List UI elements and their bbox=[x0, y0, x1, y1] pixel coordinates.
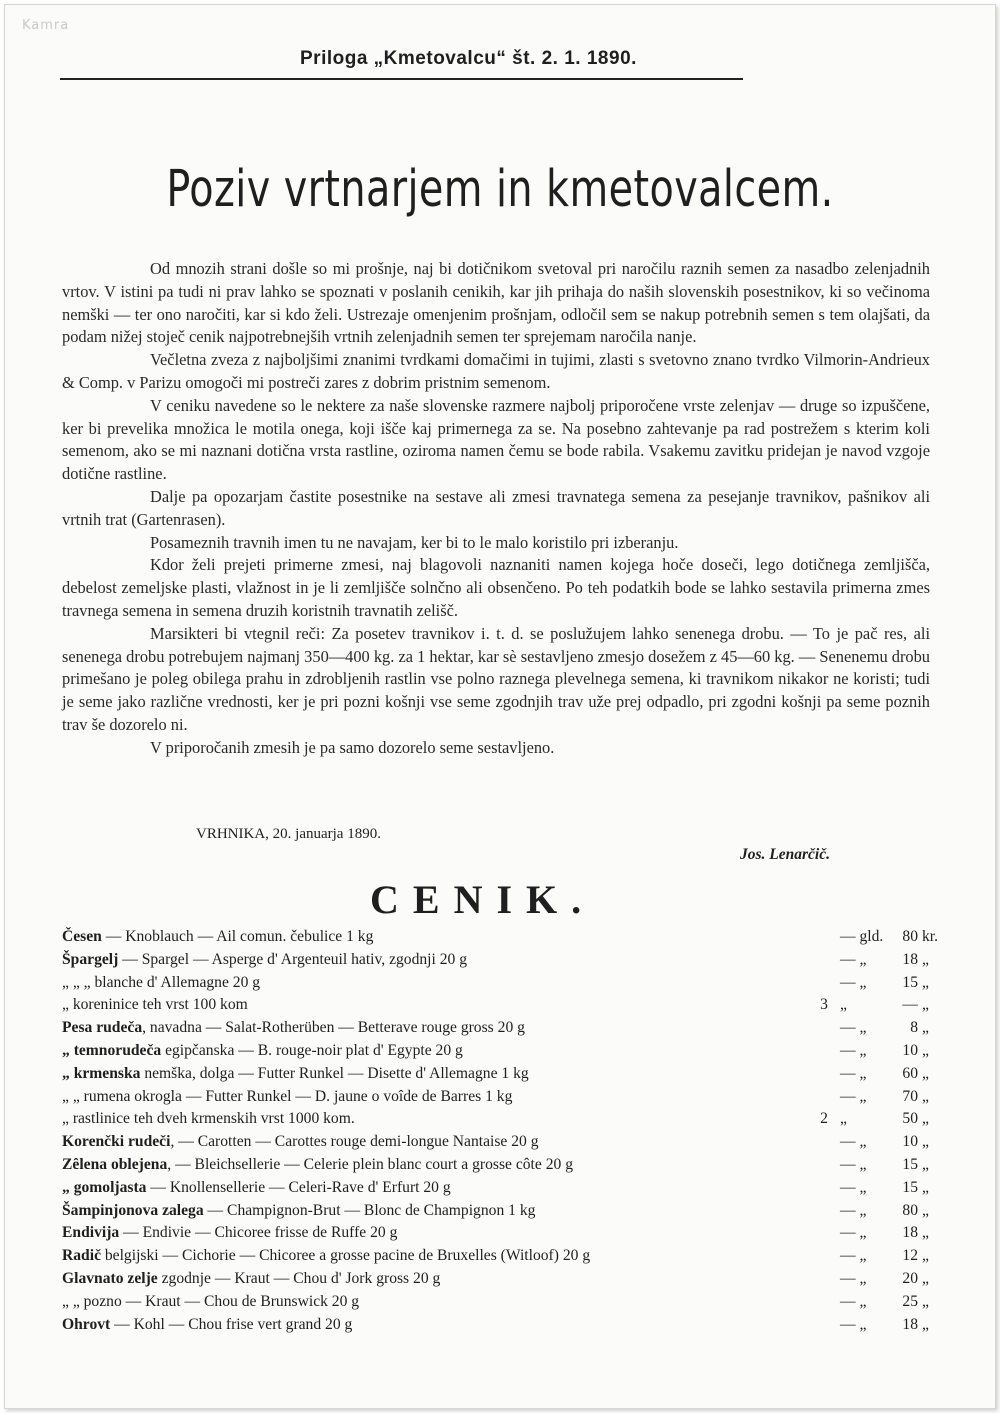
price-item-description: zgodnje — Kraut — Chou d' Jork gross 20 g bbox=[157, 1269, 441, 1287]
price-item-unit: „ bbox=[922, 1292, 929, 1310]
price-item-price: 10 bbox=[902, 1041, 918, 1059]
price-item-bold: Česen bbox=[62, 928, 102, 945]
price-item-price: 18 bbox=[902, 1315, 918, 1333]
price-item-bold: Glavnato zelje bbox=[62, 1269, 158, 1287]
price-item-unit: „ bbox=[922, 996, 929, 1014]
price-item-description: , — Carotten — Carottes rouge demi-longue Nantaise 20 g bbox=[170, 1133, 539, 1151]
price-list-title: CENIK. bbox=[370, 877, 596, 922]
price-item-name bbox=[62, 1131, 539, 1154]
price-row bbox=[62, 994, 932, 1017]
price-item-name bbox=[62, 1268, 440, 1291]
price-item-price: 8 bbox=[910, 1019, 918, 1037]
paragraph: V priporočanih zmesih je pa samo dozorelo seme sestavljeno. bbox=[150, 737, 555, 757]
price-item-price: 80 bbox=[902, 928, 918, 945]
price-item-name bbox=[62, 1086, 512, 1109]
price-item-description: „ „ pozno — Kraut — Chou de Brunswick 20 g bbox=[62, 1292, 360, 1310]
price-item-price: 18 bbox=[902, 950, 918, 968]
price-item-name bbox=[62, 1063, 529, 1086]
price-item-bold: Endivija bbox=[62, 1224, 120, 1242]
price-item-price: 10 bbox=[902, 1133, 918, 1151]
paragraph: Posameznih travnih imen tu ne navajam, ker bi to le malo koristilo pri izberanju. bbox=[150, 532, 679, 552]
price-item-description: „ rastlinice teh dveh krmenskih vrst 1000 kom. bbox=[62, 1110, 355, 1128]
price-item-prefix: — „ bbox=[840, 1155, 867, 1173]
price-item-price: 70 bbox=[902, 1087, 918, 1105]
price-item-name bbox=[62, 994, 248, 1017]
price-row bbox=[62, 1222, 932, 1245]
price-row bbox=[62, 1040, 932, 1063]
price-item-price: 20 bbox=[902, 1269, 918, 1287]
price-item-price: 50 bbox=[902, 1110, 918, 1128]
price-item-unit: „ bbox=[922, 1315, 929, 1333]
price-item-prefix: — „ bbox=[840, 1269, 867, 1287]
price-item-prefix: — „ bbox=[840, 1292, 867, 1310]
price-item-bold: Špargelj bbox=[62, 950, 119, 968]
price-row bbox=[62, 949, 932, 972]
price-row bbox=[62, 1131, 932, 1154]
paragraph: Od mnozih strani došle so mi prošnje, naj bi dotičnikom svetoval pri naročilu raznih semen za nasadbo zelenjadnih vrtov. V istini pa tudi ni prav lahko se spoznati v poslanih cenikih, kar jih prihaja do naših slovenskih posestnikov, ki so večinoma nemški — ter ono naročiti, kar si kdo želi. Ustrezaje omenjenim prošnjam, odločil sem se nakup potrebnih semen s tem olajšati, da podam nižej stoječ cenik najpotrebnejših vrtnih zelenjadnih semen ter sprejemam naročila nanje. bbox=[62, 259, 930, 347]
price-item-description: „ „ rumena okrogla — Futter Runkel — D. jaune o voîde de Barres 1 kg bbox=[62, 1087, 513, 1105]
price-item-bold: Korenčki rudeči bbox=[62, 1133, 171, 1151]
price-item-prefix: — gld. bbox=[840, 928, 884, 945]
price-item-bold: Radič bbox=[62, 1247, 101, 1265]
paragraph: V ceniku navedene so le nektere za naše slovenske razmere najbolj priporočene vrste zelenjav — druge so izpuščene, ker bi prevelika množica le motila onega, koji išče kaj primernega za se. Na posebno zahtevanje pa rad postrežem s kterim koli semenom, ako se mi naznani dotična vrsta rastline, oziroma namen čemu se bode rabila. Vsakemu zavitku pridejan je navod vzgoje dotične rastline. bbox=[62, 395, 930, 484]
price-item-name bbox=[62, 949, 467, 972]
price-row bbox=[62, 972, 932, 995]
price-item-bold: Šampinjonova zalega bbox=[62, 1201, 204, 1219]
price-item-description: — Champignon-Brut — Blonc de Champignon 1 kg bbox=[203, 1201, 536, 1219]
price-item-prefix: — „ bbox=[840, 1178, 867, 1196]
price-item-unit: „ bbox=[922, 1041, 929, 1059]
price-item-prefix: — „ bbox=[840, 1041, 867, 1059]
price-item-name bbox=[62, 1245, 590, 1268]
price-item-qty: 3 bbox=[820, 996, 828, 1014]
price-item-bold: Ohrovt bbox=[62, 1315, 111, 1333]
price-item-prefix: — „ bbox=[840, 1019, 867, 1037]
price-item-name bbox=[62, 1177, 451, 1200]
price-item-price: 15 bbox=[902, 973, 918, 991]
price-item-prefix: — „ bbox=[840, 973, 867, 991]
price-item-name bbox=[62, 1040, 463, 1063]
price-row bbox=[62, 1108, 932, 1131]
price-row bbox=[62, 1017, 932, 1040]
price-item-name bbox=[62, 1154, 573, 1177]
price-item-description: belgijski — Cichorie — Chicoree a grosse pacine de Bruxelles (Witloof) 20 g bbox=[100, 1247, 591, 1265]
price-item-price: — bbox=[902, 996, 918, 1014]
price-item-description: „ „ „ blanche d' Allemagne 20 g bbox=[62, 973, 261, 991]
price-item-price: 15 bbox=[902, 1178, 918, 1196]
price-item-description: , — Bleichsellerie — Celerie plein blanc court a grosse côte 20 g bbox=[167, 1155, 574, 1173]
price-item-unit: „ bbox=[922, 1064, 929, 1082]
price-item-name bbox=[62, 1291, 359, 1314]
price-item-prefix: — „ bbox=[840, 1224, 867, 1242]
price-item-prefix: — „ bbox=[840, 1315, 867, 1333]
price-item-description: — Kohl — Chou frise vert grand 20 g bbox=[110, 1315, 353, 1333]
price-item-unit: „ bbox=[922, 1110, 929, 1128]
price-item-price: 18 bbox=[902, 1224, 918, 1242]
price-item-description: , navadna — Salat-Rotherüben — Betterave rouge gross 20 g bbox=[142, 1019, 525, 1037]
price-item-name bbox=[62, 972, 260, 995]
price-item-description: — Knollensellerie — Celeri-Rave d' Erfurt 20 g bbox=[146, 1178, 451, 1196]
price-item-unit: kr. bbox=[922, 928, 939, 945]
price-item-unit: „ bbox=[922, 1201, 929, 1219]
price-item-description: — Endivie — Chicoree frisse de Ruffe 20 g bbox=[119, 1224, 398, 1242]
price-item-unit: „ bbox=[922, 1155, 929, 1173]
price-item-price: 80 bbox=[902, 1201, 918, 1219]
signature: Jos. Lenarčič. bbox=[740, 846, 830, 863]
price-item-unit: „ bbox=[922, 1269, 929, 1287]
price-item-unit: „ bbox=[922, 1019, 929, 1037]
price-item-prefix: — „ bbox=[840, 1064, 867, 1082]
price-item-description: nemška, dolga — Futter Runkel — Disette d' Allemagne 1 kg bbox=[140, 1064, 529, 1082]
price-row bbox=[62, 1086, 932, 1109]
body-text bbox=[62, 258, 930, 760]
price-item-bold: Zêlena oblejena bbox=[62, 1155, 168, 1173]
price-item-price: 60 bbox=[902, 1064, 918, 1082]
price-item-name bbox=[62, 1314, 352, 1337]
price-item-prefix: „ bbox=[840, 1110, 847, 1128]
price-item-unit: „ bbox=[922, 973, 929, 991]
price-row bbox=[62, 1200, 932, 1223]
price-item-qty: 2 bbox=[820, 1110, 828, 1128]
paragraph: Marsikteri bi vtegnil reči: Za posetev travnikov i. t. d. se poslužujem lahko senenega drobu. — To je pač res, ali senenega drobu potrebujem najmanj 350—400 kg. za 1 hektar, kar sè sestavljeno zmesjo dosežem z 45—60 kg. — Senenemu drobu primešano je poleg obilega prahu in zdrobljenih rastlin vse polno raznega plevelnega semena, ki travnikom nikakor ne koristi; tudi je seme jako različne vrednosti, ker je pri pozni košnji vse seme zgodnjih trav uže prej odpadlo, pri zgodni košnji pa seme poznih trav še dozorelo ni. bbox=[62, 623, 930, 734]
price-item-unit: „ bbox=[922, 1224, 929, 1242]
price-row bbox=[62, 1314, 932, 1337]
paragraph: Dalje pa opozarjam častite posestnike na sestave ali zmesi travnatega semena za pesejanje travnikov, pašnikov ali vrtnih trat (Gartenrasen). bbox=[62, 486, 930, 529]
price-item-description: — Knoblauch — Ail comun. čebulice 1 kg bbox=[101, 928, 374, 945]
place-date: VRHNIKA, 20. januarja 1890. bbox=[196, 826, 381, 842]
page-title: Poziv vrtnarjem in kmetovalcem. bbox=[166, 160, 834, 219]
price-item-prefix: „ bbox=[840, 996, 847, 1014]
paragraph: Večletna zveza z najboljšimi znanimi tvrdkami domačimi in tujimi, zlasti s svetovno znano tvrdko Vilmorin-Andrieux & Comp. v Parizu omogoči mi postreči zares z dobrim pristnim semenom. bbox=[62, 350, 930, 392]
price-item-bold: „ temnorudeča bbox=[62, 1041, 162, 1059]
price-row bbox=[62, 1063, 932, 1086]
header-rule bbox=[60, 78, 743, 80]
price-item-unit: „ bbox=[922, 1247, 929, 1265]
price-row bbox=[62, 926, 939, 949]
paragraph: Kdor želi prejeti primerne zmesi, naj blagovoli naznaniti namen kojega hoče doseči, lego dotičnega zemljišča, debelost zemeljske plasti, vlažnost in je li zemljišče solnčno ali obsenčeno. Po teh podatkih bode se lahko sestavila primerna zmes travnega semena in semena druzih koristnih travnatih zelišč. bbox=[62, 555, 930, 620]
price-item-prefix: — „ bbox=[840, 1087, 867, 1105]
price-item-description: „ koreninice teh vrst 100 kom bbox=[62, 996, 248, 1014]
price-item-unit: „ bbox=[922, 1087, 929, 1105]
price-item-prefix: — „ bbox=[840, 1201, 867, 1219]
watermark: Kamra bbox=[22, 18, 70, 33]
price-row bbox=[62, 1245, 932, 1268]
price-item-price: 25 bbox=[902, 1292, 918, 1310]
price-item-price: 12 bbox=[902, 1247, 918, 1265]
price-item-name bbox=[62, 926, 373, 949]
price-item-name bbox=[62, 1108, 355, 1131]
price-item-name bbox=[62, 1200, 535, 1223]
price-row bbox=[62, 1268, 932, 1291]
price-item-prefix: — „ bbox=[840, 1133, 867, 1151]
price-item-bold: „ krmenska bbox=[62, 1064, 141, 1082]
price-item-bold: „ gomoljasta bbox=[62, 1178, 147, 1196]
price-item-name bbox=[62, 1222, 397, 1245]
price-row bbox=[62, 1154, 932, 1177]
price-item-unit: „ bbox=[922, 950, 929, 968]
price-row bbox=[62, 1177, 932, 1200]
price-item-prefix: — „ bbox=[840, 950, 867, 968]
price-item-unit: „ bbox=[922, 1133, 929, 1151]
price-item-prefix: — „ bbox=[840, 1247, 867, 1265]
price-item-name bbox=[62, 1017, 525, 1040]
price-list bbox=[62, 926, 939, 1336]
price-item-bold: Pesa rudeča bbox=[62, 1019, 143, 1037]
price-item-price: 15 bbox=[902, 1155, 918, 1173]
price-item-unit: „ bbox=[922, 1178, 929, 1196]
price-item-description: — Spargel — Asperge d' Argenteuil hativ, zgodnji 20 g bbox=[118, 950, 468, 968]
supplement-header: Priloga „Kmetovalcu“ št. 2. 1. 1890. bbox=[300, 48, 637, 69]
price-item-description: egipčanska — B. rouge-noir plat d' Egypte 20 g bbox=[161, 1041, 463, 1059]
price-row bbox=[62, 1291, 932, 1314]
